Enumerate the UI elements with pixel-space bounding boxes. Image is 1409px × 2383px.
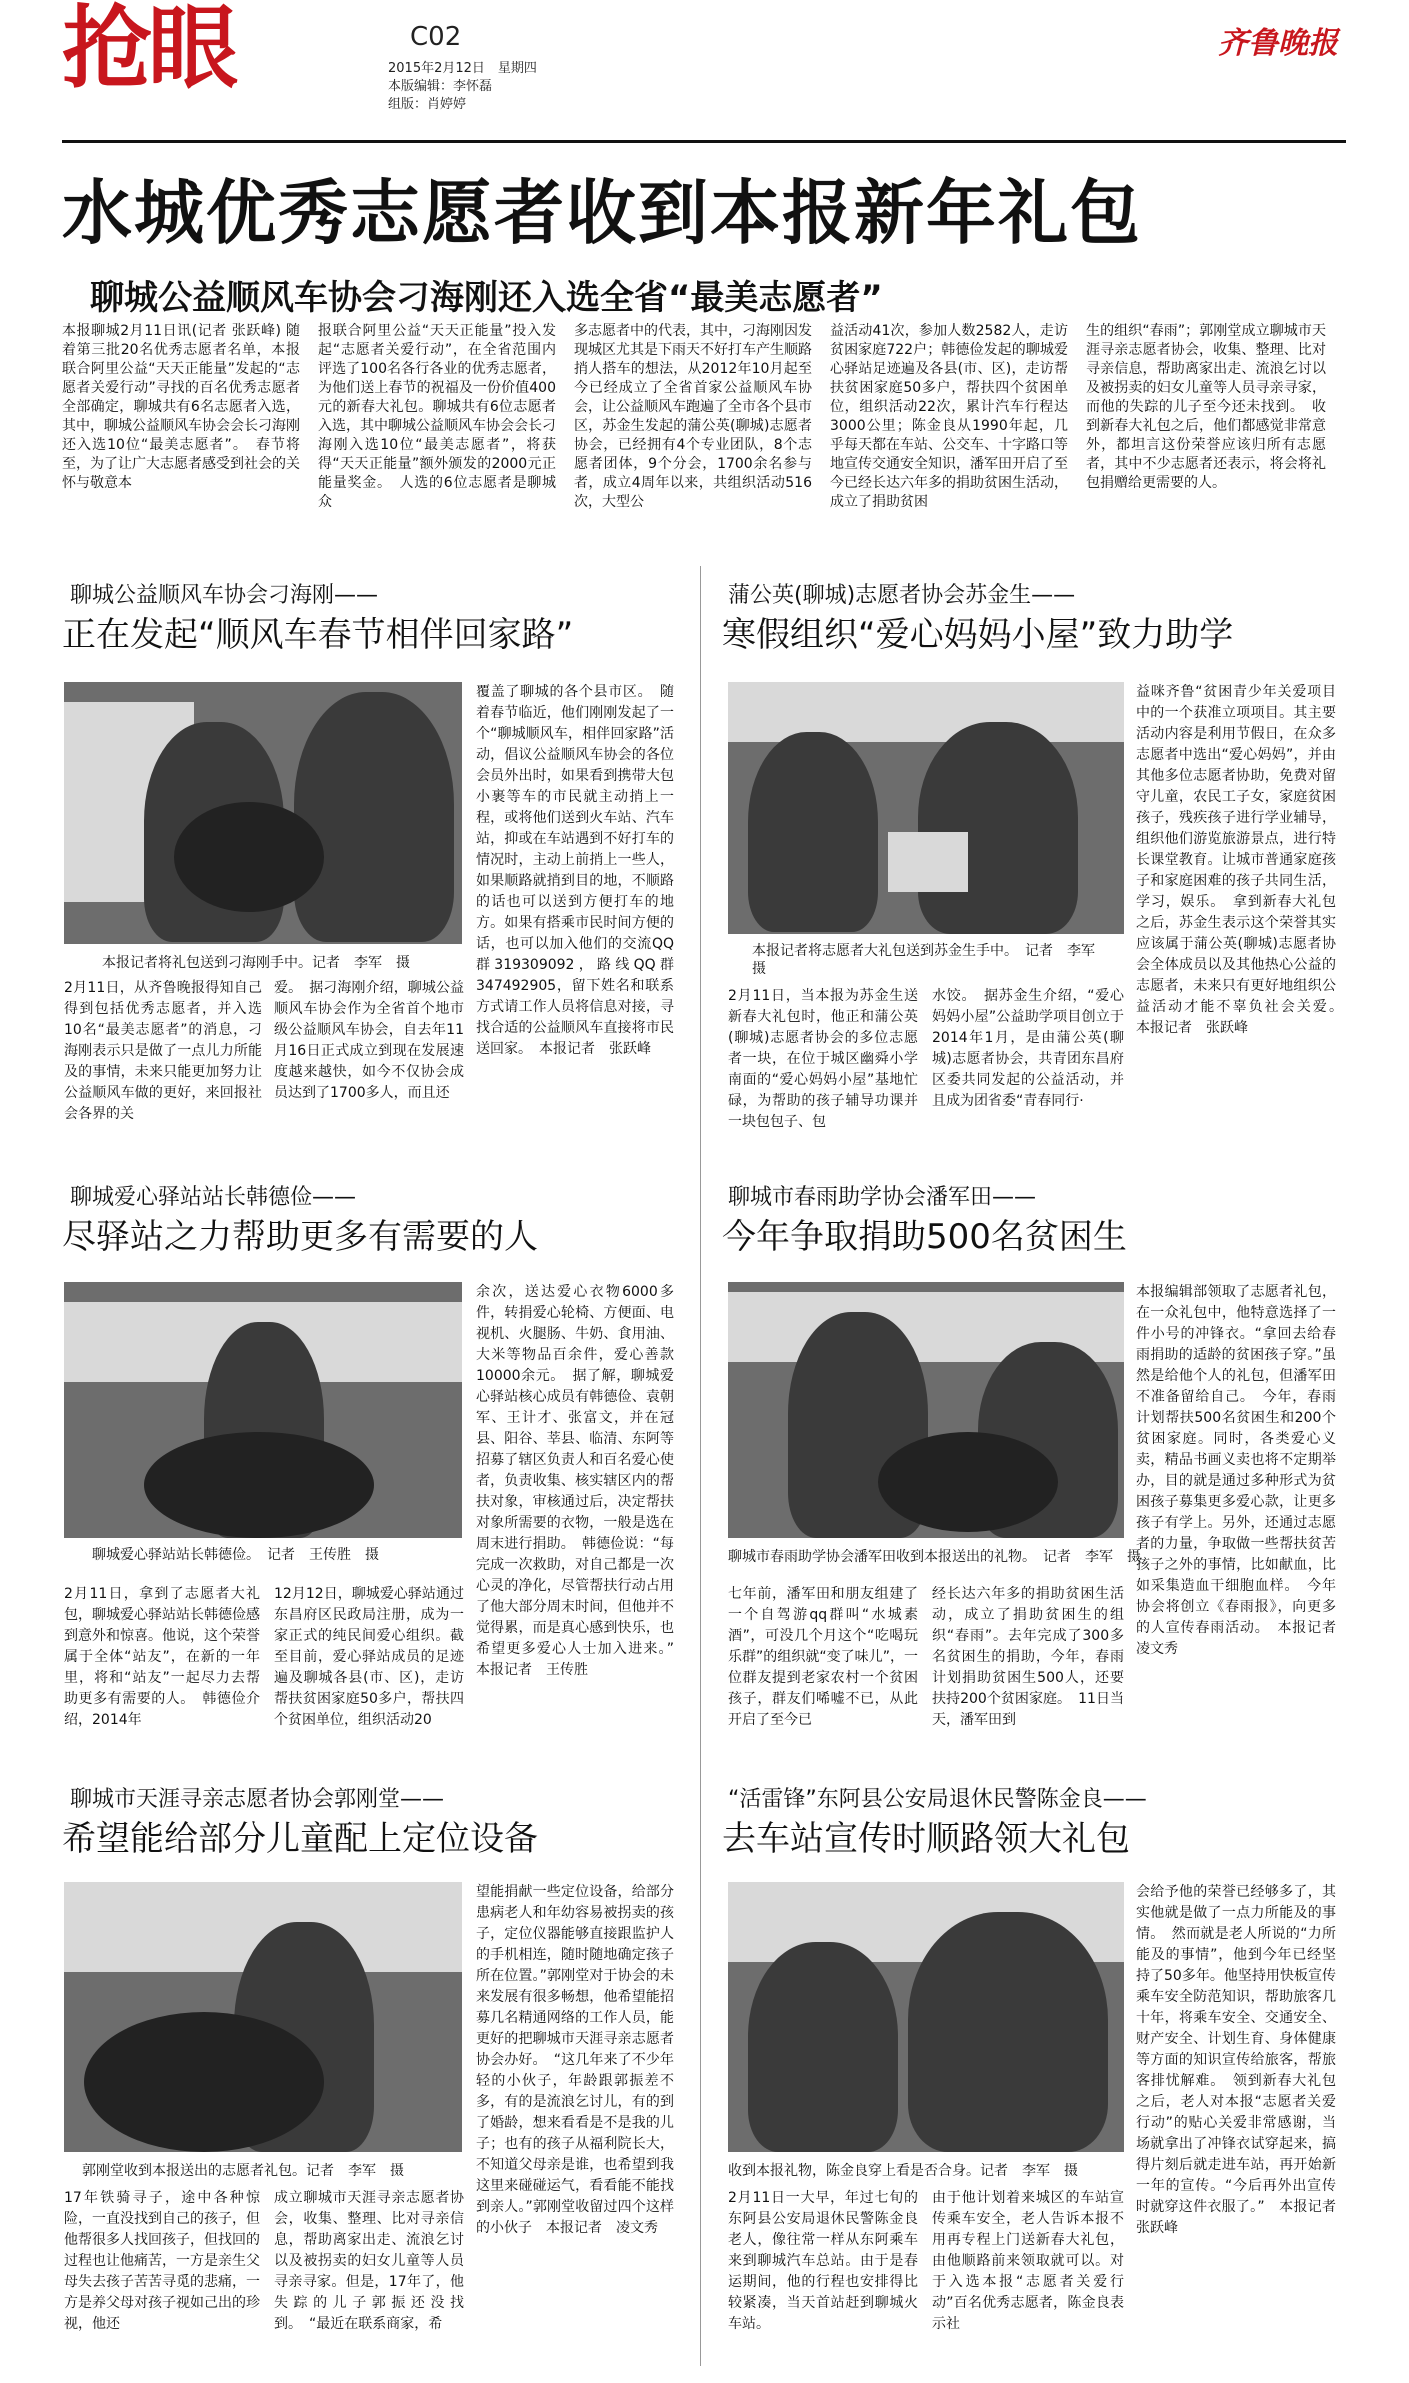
story-title: 尽驿站之力帮助更多有需要的人 <box>62 1217 538 1257</box>
story-side-column: 覆盖了聊城的各个县市区。 随着春节临近，他们刚刚发起了一个“聊城顺风车，相伴回家路”活动，倡议公益顺风车协会的各位会员外出时，如果看到携带大包小裹等车的市民就主动捎上一程，或将他们送到火车站、汽车站，抑或在车站遇到不好打车的情况时，主动上前捎上一些人，如果顺路就捎到目的地，不顺路的话也可以送到方便打车的地方。如果有搭乘市民时间方便的话，也可以加入他们的交流QQ群319309092，路线QQ群347492905，留下姓名和联系方式请工作人员将信息对接，寻找合适的公益顺风车直接将市民送回家。 本报记者 张跃峰 <box>476 684 674 1057</box>
masthead-rule <box>62 140 1346 143</box>
story-title: 希望能给部分儿童配上定位设备 <box>62 1819 538 1859</box>
lead-column: 报联合阿里公益“天天正能量”投入发起“志愿者关爱行动”，在全省范围内评选了100名各行各业的优秀志愿者，为他们送上春节的祝福及一份价值400元的新春大礼包。聊城共有6位志愿者入选，其中聊城公益顺风车协会会长刁海刚入选10位“最美志愿者”，将获得“天天正能量”额外颁发的2000元正能量奖金。 人选的6位志愿者是聊城众 <box>318 323 556 510</box>
newspaper-brand: 齐鲁晚报 <box>1218 26 1338 61</box>
story-kicker: “活雷锋”东阿县公安局退休民警陈金良—— <box>728 1787 1147 1812</box>
lead-column: 生的组织“春雨”；郭刚堂成立聊城市天涯寻亲志愿者协会，收集、整理、比对寻亲信息，帮助离家出走、流浪乞讨以及被拐卖的妇女儿童等人员寻亲寻家，而他的失踪的儿子至今还未找到。 收到新春大礼包之后，他们都感觉非常意外，都坦言这份荣誉应该归所有志愿者，其中不少志愿者还表示，将会将礼包捐赠给更需要的人。 <box>1086 323 1326 491</box>
layout-credit: 组版：肖婷婷 <box>388 97 467 112</box>
photo-caption: 聊城爱心驿站站长韩德俭。 记者 王传胜 摄 <box>92 1547 379 1563</box>
section-logo: 抢眼 <box>62 0 234 101</box>
issue-date: 2015年2月12日 星期四 <box>388 61 537 76</box>
story-side-column: 望能捐献一些定位设备，给部分患病老人和年幼容易被拐卖的孩子，定位仪器能够直接跟监护人的手机相连，随时随地确定孩子所在位置。”郭刚堂对于协会的未来发展有很多畅想，他希望能招募几名精通网络的工作人员，能更好的把聊城市天涯寻亲志愿者协会办好。 “这几年来了不少年轻的小伙子，年龄跟郭振差不多，有的是流浪乞讨儿，有的到了婚龄，想来看看是不是我的儿子；也有的孩子从福利院长大，不知道父母亲是谁，也希望到我这里来碰碰运气，看看能不能找到亲人。”郭刚堂收留过四个这样的小伙子 本报记者 凌文秀 <box>476 1884 674 2236</box>
story-column: 2月11日一大早，年过七旬的东阿县公安局退休民警陈金良老人，像往常一样从东阿乘车来到聊城汽车总站。由于是春运期间，他的行程也安排得比较紧凑，当天首站赶到聊城火车站。 <box>728 2190 918 2332</box>
story-column: 2月11日，当本报为苏金生送新春大礼包时，他正和蒲公英(聊城)志愿者协会的多位志愿者一块，在位于城区幽舜小学南面的“爱心妈妈小屋”基地忙碌，为帮助的孩子辅导功课并一块包包子、包 <box>728 988 918 1130</box>
story-column: 七年前，潘军田和朋友组建了一个自驾游qq群叫“水城素酒”，可没几个月这个“吃喝玩乐群”的组织就“变了味儿”，一位群友提到老家农村一个贫困孩子，群友们唏嘘不已，从此开启了至今已 <box>728 1586 918 1728</box>
story-pan-juntian <box>722 1180 1350 1770</box>
story-column: 2月11日，从齐鲁晚报得知自己得到包括优秀志愿者，并入选10名“最美志愿者”的消息，刁海刚表示只是做了一点儿力所能及的事情，未来只能更加努力让公益顺风车做的更好，来回报社会各界的关 <box>64 980 262 1122</box>
story-kicker: 聊城公益顺风车协会刁海刚—— <box>70 583 379 608</box>
column-divider <box>700 566 701 2366</box>
story-column: 经长达六年多的捐助贫困生活动，成立了捐助贫困生的组织“春雨”。去年完成了300多名贫困生的捐助，今年，春雨计划捐助贫困生500人，还要扶持200个贫困家庭。 11日当天，潘军田到 <box>932 1586 1124 1728</box>
story-side-column: 会给予他的荣誉已经够多了，其实他就是做了一点力所能及的事情。 然而就是老人所说的“力所能及的事情”，他到今年已经坚持了50多年。他坚持用快板宣传乘车安全防范知识，帮助旅客几十年，将乘车安全、交通安全、财产安全、计划生育、身体健康等方面的知识宣传给旅客，帮旅客排忧解难。 领到新春大礼包之后，老人对本报“志愿者关爱行动”的贴心关爱非常感谢，当场就拿出了冲锋衣试穿起来，搞得片刻后就走进车站，再开始新一年的宣传。“今后再外出宣传时就穿这件衣服了。” 本报记者 张跃峰 <box>1136 1884 1350 2236</box>
story-title: 正在发起“顺风车春节相伴回家路” <box>62 615 574 655</box>
story-kicker: 聊城市天涯寻亲志愿者协会郭刚堂—— <box>70 1787 445 1812</box>
main-headline: 水城优秀志愿者收到本报新年礼包 <box>62 172 1142 254</box>
page-number: C02 <box>410 22 462 52</box>
photo-caption: 本报记者将礼包送到刁海刚手中。记者 李军 摄 <box>102 955 410 971</box>
lead-column: 益活动41次，参加人数2582人，走访贫困家庭722户；韩德俭发起的聊城爱心驿站足迹遍及各县(市、区)，走访帮扶贫困家庭50多户，帮扶四个贫困单位，组织活动22次，累计汽车行程达3000公里；陈金良从1990年起，几乎每天都在车站、公交车、十字路口等地宣传交通安全知识，潘军田开启了至今已经长达六年多的捐助贫困生活动，成立了捐助贫困 <box>830 323 1068 510</box>
editor-credit: 本版编辑：李怀磊 <box>388 79 493 94</box>
story-column: 由于他计划着来城区的车站宣传乘车安全，老人告诉本报不用再专程上门送新春大礼包，由他顺路前来领取就可以。对于入选本报“志愿者关爱行动”百名优秀志愿者，陈金良表示社 <box>932 2190 1124 2332</box>
story-column: 成立聊城市天涯寻亲志愿者协会，收集、整理、比对寻亲信息，帮助离家出走、流浪乞讨以及被拐卖的妇女儿童等人员寻亲寻家。但是，17年了，他失踪的儿子郭振还没找到。 “最近在联系商家，希 <box>274 2190 464 2332</box>
photo-caption: 收到本报礼物，陈金良穿上看是否合身。记者 李军 摄 <box>728 2163 1078 2179</box>
photo-caption: 本报记者将志愿者大礼包送到苏金生手中。 记者 李军 摄 <box>752 943 1109 977</box>
story-photo <box>728 1882 1124 2152</box>
story-han-dejian <box>62 1180 688 1770</box>
story-su-jinsheng <box>722 578 1350 1168</box>
photo-caption: 聊城市春雨助学协会潘军田收到本报送出的礼物。 记者 李军 摄 <box>728 1549 1141 1565</box>
story-column: 17年铁骑寻子，途中各种惊险，一直没找到自己的孩子，但他帮很多人找回孩子，但找回的过程也让他痛苦，一方是亲生父母失去孩子苦苦寻觅的悲痛，一方是养父母对孩子视如己出的珍视，他还 <box>64 2190 260 2332</box>
story-photo <box>64 1282 462 1538</box>
story-column: 12月12日，聊城爱心驿站通过东昌府区民政局注册，成为一家正式的纯民间爱心组织。截至目前，爱心驿站成员的足迹遍及聊城各县(市、区)，走访帮扶贫困家庭50多户，帮扶四个贫困单位，组织活动20 <box>274 1586 464 1728</box>
story-column: 2月11日，拿到了志愿者大礼包，聊城爱心驿站站长韩德俭感到意外和惊喜。他说，这个荣誉属于全体“站友”，在新的一年里，将和“站友”一起尽力去帮助更多有需要的人。 韩德俭介绍，2014年 <box>64 1586 260 1728</box>
story-column: 水饺。 据苏金生介绍，“爱心妈妈小屋”公益助学项目创立于2014年1月，是由蒲公英(聊城)志愿者协会，共青团东昌府区委共同发起的公益活动，并且成为团省委“青春同行· <box>932 988 1124 1109</box>
main-subhead: 聊城公益顺风车协会刁海刚还入选全省“最美志愿者” <box>90 278 883 318</box>
story-side-column: 本报编辑部领取了志愿者礼包，在一众礼包中，他特意选择了一件小号的冲锋衣。“拿回去给春雨捐助的适龄的贫困孩子穿。”虽然是给他个人的礼包，但潘军田不准备留给自己。 今年，春雨计划帮扶500名贫困生和200个贫困家庭。同时，各类爱心义卖，精品书画义卖也将不定期举办，目的就是通过多种形式为贫困孩子募集更多爱心款，让更多孩子有学上。另外，还通过志愿者的力量，争取做一些帮扶贫苦孩子之外的事情，比如献血，比如采集造血干细胞血样。 今年协会将创立《春雨报》，向更多的人宣传春雨活动。 本报记者 凌文秀 <box>1136 1284 1350 1657</box>
masthead-meta <box>388 60 537 114</box>
lead-column: 多志愿者中的代表，其中，刁海刚因发现城区尤其是下雨天不好打车产生顺路捎人搭车的想法，从2012年10月起至今已经成立了全省首家公益顺风车协会，让公益顺风车跑遍了全市各个县市区，苏金生发起的蒲公英(聊城)志愿者协会，已经拥有4个专业团队，8个志愿者团体，9个分会，1700余名参与者，成立4周年以来，共组织活动516次，大型公 <box>574 323 812 510</box>
story-photo <box>728 682 1124 934</box>
story-side-column: 余次，送达爱心衣物6000多件，转捐爱心轮椅、方便面、电视机、火腿肠、牛奶、食用油、大米等物品百余件，爱心善款10000余元。 据了解，聊城爱心驿站核心成员有韩德俭、袁朝军、王计才、张富文，并在冠县、阳谷、莘县、临清、东阿等招募了辖区负责人和百名爱心使者，负责收集、核实辖区内的帮扶对象，审核通过后，决定帮扶对象所需要的衣物，一般是选在周末进行捐助。 韩德俭说：“每完成一次救助，对自己都是一次心灵的净化，尽管帮扶行动占用了他大部分周末时间，但他并不觉得累，而是真心感到快乐，也希望更多爱心人士加入进来。” 本报记者 王传胜 <box>476 1284 688 1678</box>
story-title: 去车站宣传时顺路领大礼包 <box>722 1819 1130 1859</box>
story-photo <box>64 682 462 944</box>
photo-caption: 郭刚堂收到本报送出的志愿者礼包。记者 李军 摄 <box>82 2163 404 2179</box>
story-diao-haigang <box>62 578 680 1168</box>
story-kicker: 聊城爱心驿站站长韩德俭—— <box>70 1185 357 1210</box>
story-guo-gangtang <box>62 1782 680 2372</box>
story-photo <box>728 1282 1124 1538</box>
story-side-column: 益咪齐鲁“贫困青少年关爱项目中的一个获准立项项目。其主要活动内容是利用节假日，在众多志愿者中选出“爱心妈妈”，并由其他多位志愿者协助，免费对留守儿童，农民工子女，家庭贫困孩子，残疾孩子进行学业辅导，组织他们游览旅游景点，进行特长课堂教育。让城市普通家庭孩子和家庭困难的孩子共同生活，学习，娱乐。 拿到新春大礼包之后，苏金生表示这个荣誉其实应该属于蒲公英(聊城)志愿者协会全体成员以及其他热心公益的志愿者，未来只有更好地组织公益活动才能不辜负社会关爱。 本报记者 张跃峰 <box>1136 684 1350 1036</box>
story-column: 爱。 据刁海刚介绍，聊城公益顺风车协会作为全省首个地市级公益顺风车协会，自去年11月16日正式成立到现在发展速度越来越快，如今不仅协会成员达到了1700多人，而且还 <box>274 980 464 1101</box>
story-title: 今年争取捐助500名贫困生 <box>722 1217 1127 1257</box>
story-title: 寒假组织“爱心妈妈小屋”致力助学 <box>722 615 1234 655</box>
story-photo <box>64 1882 462 2152</box>
story-kicker: 蒲公英(聊城)志愿者协会苏金生—— <box>728 583 1076 608</box>
story-kicker: 聊城市春雨助学协会潘军田—— <box>728 1185 1037 1210</box>
story-chen-jinliang <box>722 1782 1350 2372</box>
lead-column: 本报聊城2月11日讯(记者 张跃峰) 随着第三批20名优秀志愿者名单，本报联合阿里公益“天天正能量”发起的“志愿者关爱行动”寻找的百名优秀志愿者全部确定，聊城共有6名志愿者入选，其中，聊城公益顺风车协会会长刁海刚还入选10位“最美志愿者”。 春节将至，为了让广大志愿者感受到社会的关怀与敬意本 <box>62 323 300 491</box>
